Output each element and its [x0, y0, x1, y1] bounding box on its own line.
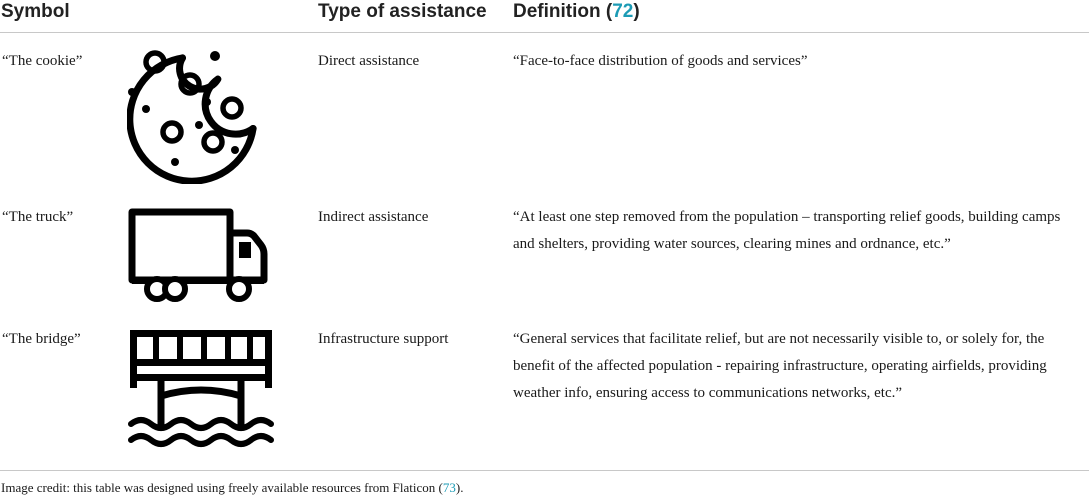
- header-type-of-assistance: Type of assistance: [318, 1, 487, 22]
- assistance-type: Indirect assistance: [318, 209, 429, 225]
- header-definition: Definition (72): [513, 1, 640, 22]
- assistance-definition: [513, 204, 1073, 258]
- citation-link-73[interactable]: 73: [442, 480, 456, 495]
- assistance-type: Infrastructure support: [318, 331, 449, 347]
- definition-line: “At least one step removed from the population – transporting relief goods, building camps: [513, 209, 1061, 225]
- image-credit-footnote: [1, 479, 463, 497]
- truck-icon: [127, 206, 269, 304]
- bridge-icon: [127, 326, 275, 448]
- symbol-name: “The truck”: [2, 209, 74, 225]
- definition-line: and shelters, providing water sources, clearing mines and ordnance, etc.”: [513, 236, 951, 252]
- definition-line: weather info, ensuring access to communications networks, etc.”: [513, 385, 903, 401]
- definition-line: “General services that facilitate relief, but are not necessarily visible to, or solely for, the: [513, 331, 1045, 347]
- definition-line: benefit of the affected population - repairing infrastructure, operating airfields, providing: [513, 358, 1047, 374]
- table-header: [0, 0, 1089, 28]
- assistance-type: Direct assistance: [318, 53, 420, 69]
- footnote-text: Image credit: this table was designed using freely available resources from Flaticon (: [1, 480, 443, 495]
- header-definition-label: Definition: [513, 1, 601, 22]
- footnote-end: ).: [455, 480, 464, 495]
- table-bottom-divider: [0, 470, 1089, 471]
- cookie-icon: [127, 50, 261, 184]
- symbol-name: “The cookie”: [2, 53, 83, 69]
- assistance-definition: [513, 326, 1073, 407]
- header-divider: [0, 32, 1089, 33]
- header-symbol: Symbol: [1, 1, 70, 22]
- symbol-name: “The bridge”: [2, 331, 81, 347]
- citation-link-72[interactable]: 72: [612, 1, 634, 22]
- assistance-definition: “Face-to-face distribution of goods and services”: [513, 53, 808, 69]
